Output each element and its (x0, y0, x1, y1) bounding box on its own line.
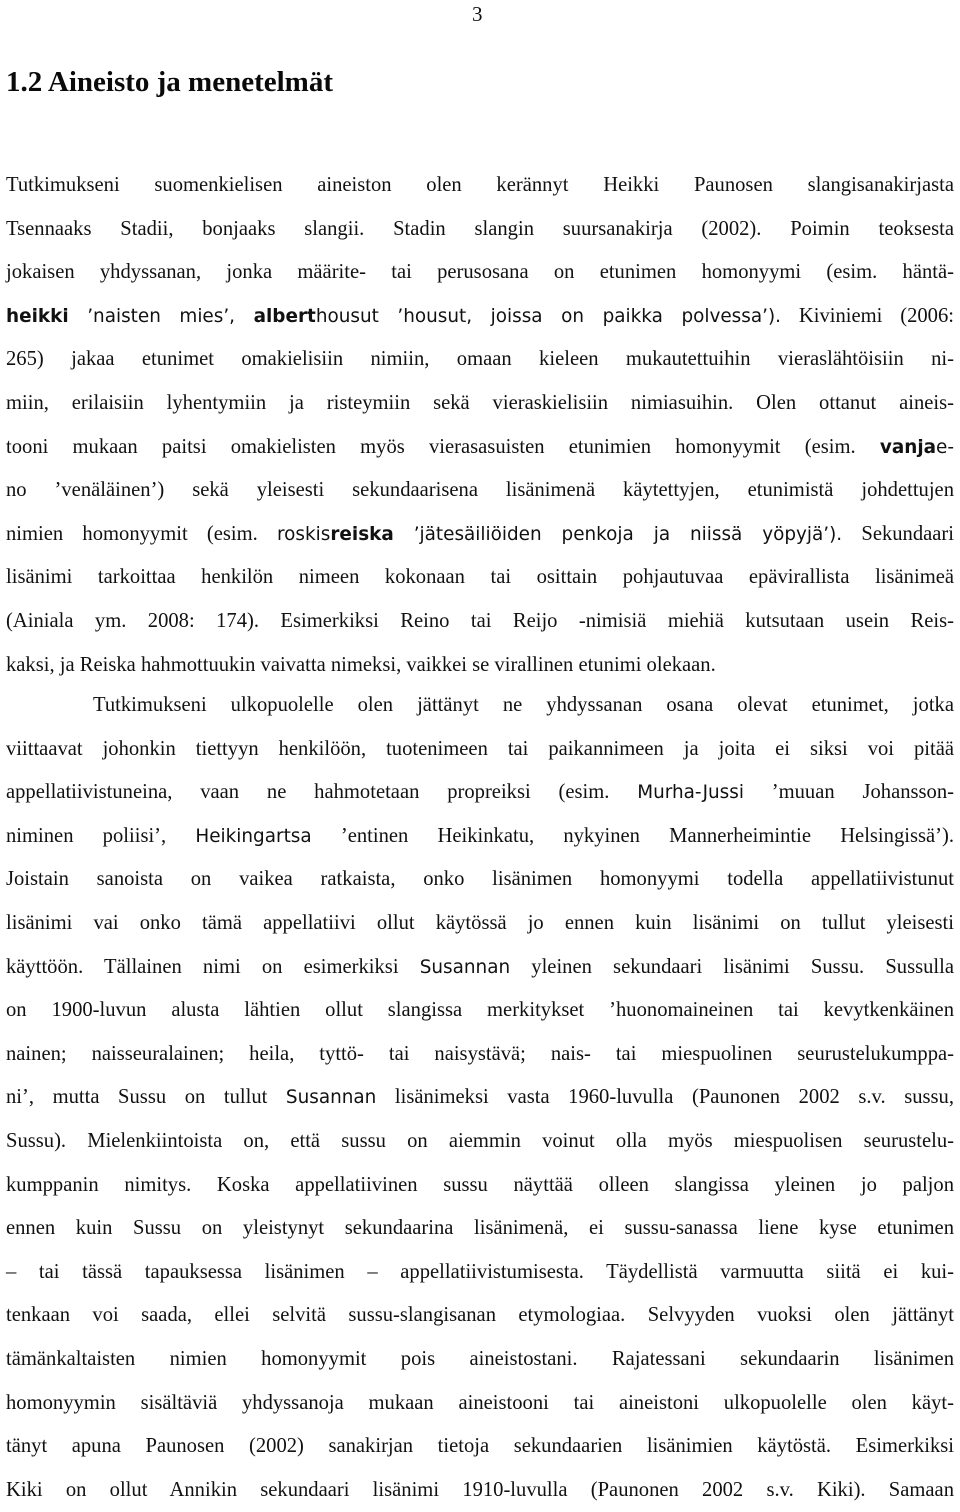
text-line: miin, erilaisiin lyhentymiin ja risteymiin sekä vieraskielisiin nimiasuihin. Olen ottanut aineis- (6, 391, 954, 414)
example-term: heikki (6, 305, 69, 327)
text-run: ’entinen Heikinkatu, nykyinen Mannerheimintie Helsingissä’). (311, 824, 955, 847)
text-run: tooni mukaan paitsi omakielisten myös vierasasuisten etunimien homonyymit (esim. (6, 435, 880, 458)
text-run: yleinen sekundaari lisänimi Sussu. (510, 955, 886, 978)
text-run: Kiviniemi (2006: (780, 304, 954, 327)
example-term: vanja (879, 436, 937, 458)
example-term: Heikingartsa (195, 825, 312, 847)
text-line: kaksi, ja Reiska hahmottuukin vaivatta nimeksi, vaikkei se virallinen etunimi olekaan. (6, 653, 716, 676)
text-run: käyttöön. Tällainen nimi on esimerkiksi (6, 955, 420, 978)
text-run: appellatiivistuneina, vaan ne hahmotetaan propreiksi (esim. (6, 781, 638, 804)
text-line (6, 1076, 954, 1120)
example-gloss: ’naisten mies’, (68, 305, 254, 327)
text-line: Tutkimukseni ulkopuolelle olen jättänyt ne yhdyssanan osana olevat etunimet, jotka (93, 694, 954, 716)
example-term: albert (253, 305, 316, 327)
text-run: ni’, mutta Sussu on tullut (6, 1086, 286, 1109)
text-line: Kiki on ollut Annikin sekundaari lisänimi 1910-luvulla (Paunonen 2002 s.v. Kiki). Samaan (6, 1478, 954, 1501)
text-line: jokaisen yhdyssanan, jonka määrite- tai perusosana on etunimen homonyymi (esim. häntä- (6, 261, 954, 284)
text-run: Sussulla (885, 955, 954, 978)
text-line: kumppanin nimitys. Koska appellatiivinen sussu näyttää olleen slangissa yleinen jo paljon (6, 1173, 954, 1196)
example-gloss: ’jätesäiliöiden penkoja ja niissä yöpyjä’). (393, 523, 843, 545)
example-term: roskis (277, 523, 331, 545)
example-gloss: housut ’housut, joissa on paikka polvessa’). (315, 305, 781, 327)
text-line: – tai tässä tapauksessa lisänimen – appellatiivistumisesta. Täydellistä varmuutta siitä ei kui- (6, 1260, 954, 1283)
text-line: tämänkaltaisten nimien homonyymit pois aineistostani. Rajatessani sekundaarin lisänimen (6, 1347, 954, 1370)
paragraph-2 (6, 684, 954, 1512)
page-number: 3 (472, 2, 483, 26)
text-line (6, 513, 954, 557)
section-heading: 1.2 Aineisto ja menetelmät (6, 66, 333, 98)
paragraph-1 (6, 164, 954, 687)
text-line: lisänimi tarkoittaa henkilön nimeen kokonaan tai osittain pohjautuvaa epävirallista lisänimeä (6, 566, 954, 589)
text-line: on 1900-luvun alusta lähtien ollut slangissa merkitykset ’huonomaineinen tai kevytkenkäinen (6, 999, 954, 1022)
text-line: Sussu). Mielenkiintoista on, että sussu on aiemmin voinut olla myös miespuolisen seurustelu- (6, 1129, 954, 1152)
text-line: Joistain sanoista on vaikea ratkaista, onko lisänimen homonyymi todella appellatiivistunut (6, 868, 954, 891)
text-line: Tutkimukseni suomenkielisen aineiston olen kerännyt Heikki Paunosen slangisanakirjasta (6, 174, 954, 196)
text-run: nimien homonyymit (esim. (6, 522, 277, 545)
text-line: homonyymin sisältäviä yhdyssanoja mukaan aineistooni tai aineistoni ulkopuolelle olen käyt- (6, 1391, 954, 1414)
text-line: ennen kuin Sussu on yleistynyt sekundaarina lisänimenä, ei sussu-sanassa liene kyse etunimen (6, 1217, 954, 1240)
example-term: Murha-Jussi (637, 782, 744, 804)
text-run: Sekundaari (842, 522, 955, 545)
text-line: tenkaan voi saada, ellei selvitä sussu-slangisanan etymologiaa. Selvyyden vuoksi olen jättänyt (6, 1304, 954, 1327)
text-line (6, 295, 954, 339)
example-term: Susannan (285, 1087, 377, 1109)
text-line (6, 815, 954, 859)
text-line: no ’venäläinen’) sekä yleisesti sekundaarisena lisänimenä käytettyjen, etunimistä johdettujen (6, 479, 954, 502)
text-line: nainen; naisseuralainen; heila, tyttö- tai naisystävä; nais- tai miespuolinen seurustelukumppa- (6, 1042, 954, 1065)
example-term: reiska (330, 523, 394, 545)
text-run: ’muuan Johansson- (743, 781, 954, 804)
example-term: Susannan (419, 956, 511, 978)
text-run: lisänimeksi vasta 1960-luvulla (Paunonen 2002 s.v. sussu, (376, 1086, 954, 1109)
text-line: lisänimi vai onko tämä appellatiivi ollut käytössä jo ennen kuin lisänimi on tullut yleisesti (6, 911, 954, 934)
text-line: 265) jakaa etunimet omakielisiin nimiin, omaan kieleen mukautettuihin vieraslähtöisiin ni- (6, 348, 954, 371)
text-run: niminen poliisi’, (6, 824, 196, 847)
text-line (6, 946, 954, 990)
text-line: (Ainiala ym. 2008: 174). Esimerkiksi Reino tai Reijo -nimisiä miehiä kutsutaan usein Reis- (6, 609, 954, 632)
text-line (6, 771, 954, 815)
example-gloss: e- (936, 436, 954, 458)
text-line: Tsennaaks Stadii, bonjaaks slangii. Stadin slangin suursanakirja (2002). Poimin teoksesta (6, 217, 954, 240)
text-line: viittaavat johonkin tiettyyn henkilöön, tuotenimeen tai paikannimeen ja joita ei siksi voi pitää (6, 737, 954, 760)
text-line (6, 426, 954, 470)
text-line: tänyt apuna Paunosen (2002) sanakirjan tietoja sekundaarien lisänimien käytöstä. Esimerkiksi (6, 1435, 954, 1458)
